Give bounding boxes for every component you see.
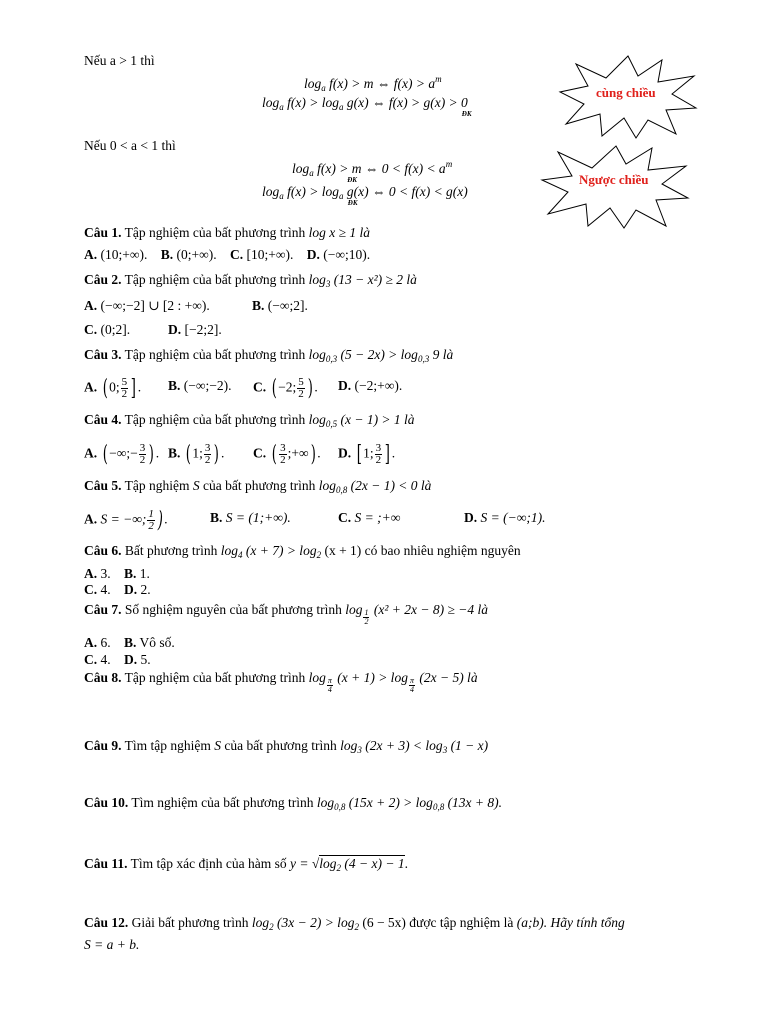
case1-formula-1: $\log_a f(x) > m$ ⇔ $f(x) > a^m$ [304,74,442,93]
question-3-answers: A. ( 0; $\frac{5}{2}$ ] . B. (−∞;−2). C. ( −2; $\frac{5}{2}$ ) . D. (−2;+∞). [84,375,403,401]
question-11: Câu 11. Tìm tập xác định của hàm số $y = √\log_2$ (4 − x) − 1. [84,856,408,873]
question-5-answers: A. S = −∞; $\frac{1}{2}$ ) . B. S = (1;+∞). C. S = ;+∞ D. S = (−∞;1). [84,507,546,533]
case1-formula-2: $\log_a f(x) > \log_a g(x)$ ⇔ $f(x) > g(x) > 0_{ĐK}$ [262,95,472,118]
reverse-direction-label: Ngược chiều [579,172,649,187]
case2-formula-2: $\log_a f(x) > \log_a g(x)$ ⇔ $0 < f(x) < g(x)_{ĐK}$ [262,184,468,207]
question-8: Câu 8. Tập nghiệm của bất phương trình log $\frac{\pi}{4}$ (x + 1) > log $\frac{\pi}{4}$ (2x − 5) là [84,670,478,694]
question-6-answers-row1: A. 3. B. 1. [84,566,150,581]
question-1-answers: A. (10;+∞). B. (0;+∞). C. [10;+∞). D. (−∞;10). [84,247,371,262]
question-7-answers-row2: C. 4. D. 5. [84,652,151,667]
case1-condition: Nếu a > 1 thì [84,53,155,68]
question-5: Câu 5. Tập nghiệm S của bất phương trình $\log_{0,8} (2x - 1) < 0$ là [84,478,432,495]
question-2: Câu 2. Tập nghiệm của bất phương trình $\log_3 (13 - x^2) \ge 2$ là [84,272,417,289]
question-12-line-2: S = a + b. [84,937,140,952]
question-7: Câu 7. Số nghiệm nguyên của bất phương trình log $\frac{1}{2}$ (x² + 2x − 8) ≥ −4 là [84,602,488,626]
question-6-answers-row2: C. 4. D. 2. [84,582,151,597]
question-2-answers-row1: A. (−∞;−2] ∪ [2 : +∞). B. (−∞;2]. [84,298,308,313]
question-10: Câu 10. Tìm nghiệm của bất phương trình $\log_{0,8} (15x + 2) > \log_{0,8} (13x + 8)$. [84,795,503,812]
question-6: Câu 6. Bất phương trình $\log_4 (x + 7) > \log_2 (x + 1)$ có bao nhiêu nghiệm nguyên [84,543,521,560]
question-12: Câu 12. Giải bất phương trình $\log_2 (3x - 2) > \log_2 (6 - 5x)$ được tập nghiệm là (a;b). Hãy tính tổng [84,915,625,932]
question-4-answers: A. ( −∞;− $\frac{3}{2}$ ) . B. ( 1; $\frac{3}{2}$ ) . C. ( $\frac{3}{2}$ ;+∞) . D. [ 1; $\frac{3}{2}$ ] . [84,441,396,467]
same-direction-label: cùng chiều [596,85,656,100]
question-9: Câu 9. Tìm tập nghiệm S của bất phương trình $\log_3 (2x + 3) < \log_3 (1 - x)$ [84,738,489,755]
question-2-answers-row2: C. (0;2]. D. [−2;2]. [84,322,222,337]
case2-formula-1: $\log_a f(x) > m$ ⇔ $0 < f(x) < a^m_{ĐK}$ [292,159,453,184]
question-1: Câu 1. Tập nghiệm của bất phương trình log x ≥ 1 là [84,225,370,240]
question-4: Câu 4. Tập nghiệm của bất phương trình $\log_{0,5} (x - 1) > 1$ là [84,412,415,429]
case2-condition: Nếu 0 < a < 1 thì [84,138,176,153]
question-7-answers-row1: A. 6. B. Vô số. [84,635,175,650]
question-3: Câu 3. Tập nghiệm của bất phương trình $\log_{0,3} (5 - 2x) > \log_{0,3} 9$ là [84,347,454,364]
